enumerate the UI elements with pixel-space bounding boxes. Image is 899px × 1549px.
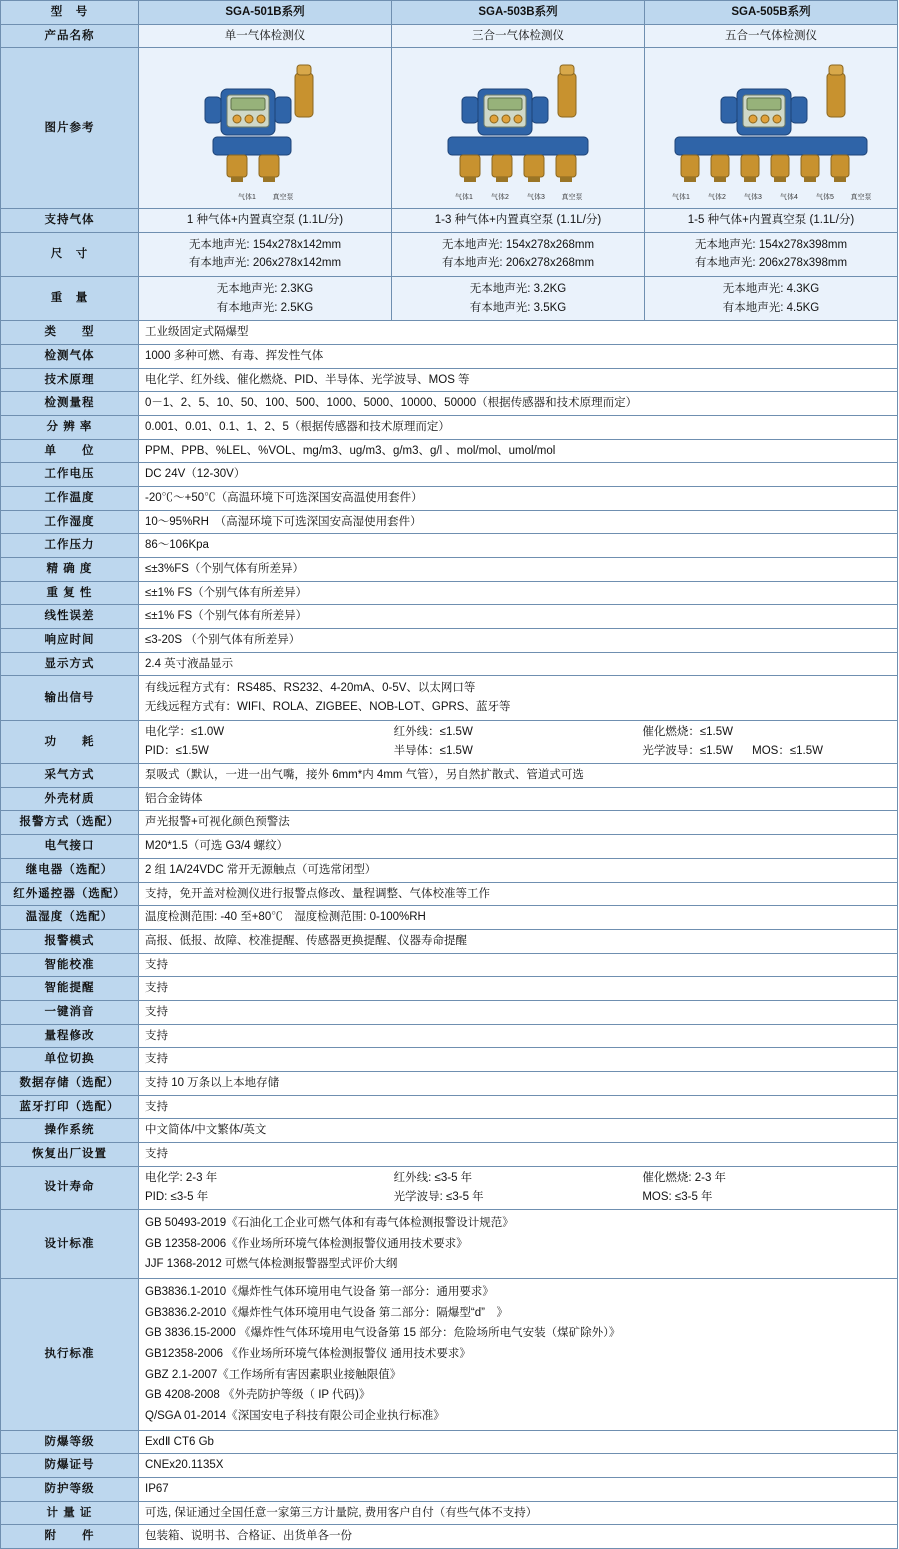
table-row-product-name [1,24,898,48]
row-value-explosion-proof-cert: CNEx20.1135X [139,1454,898,1478]
row-label-support-gas: 支持气体 [1,209,139,233]
design-standard-item-3: JJF 1368-2012 可燃气体检测报警器型式评价大纲 [145,1258,398,1271]
weight-501b [139,277,392,321]
table-row-unit-switch [1,1048,898,1072]
table-row-design-life [1,1166,898,1209]
table-row-accuracy [1,558,898,582]
table-row-metrology-cert [1,1501,898,1525]
caption-gas5: 气体5 [816,194,834,202]
weight-503b-no-alarm: 无本地声光: 3.2KG [469,283,567,296]
table-row-response-time [1,629,898,653]
product-name-501b: 单一气体检测仪 [139,24,392,48]
row-value-smart-calibration: 支持 [139,953,898,977]
exec-standard-item-7: Q/SGA 01-2014《深国安电子科技有限公司企业执行标准》 [145,1409,445,1422]
power-catalytic: 催化燃烧：≤1.5W [642,725,733,738]
exec-standard-item-6: GB 4208-2008 《外壳防护等级（ IP 代码)》 [145,1389,371,1402]
row-label-alarm-mode-option: 报警方式（选配） [1,811,139,835]
row-label-working-pressure: 工作压力 [1,534,139,558]
row-label-protection-grade: 防护等级 [1,1477,139,1501]
row-value-working-voltage: DC 24V（12-30V） [139,463,898,487]
row-label-factory-reset: 恢复出厂设置 [1,1142,139,1166]
row-label-temp-humidity: 温湿度（选配） [1,906,139,930]
table-row-repeatability [1,581,898,605]
caption-pump: 真空泵 [561,194,583,202]
table-row-power-consumption [1,720,898,763]
caption-pump: 真空泵 [272,194,294,202]
table-row-working-temperature [1,487,898,511]
row-label-operating-system: 操作系统 [1,1119,139,1143]
table-row-operating-system [1,1119,898,1143]
support-gas-505b: 1-5 种气体+内置真空泵 (1.1L/分) [645,209,898,233]
row-label-metrology-cert: 计 量 证 [1,1501,139,1525]
table-row-shell-material [1,787,898,811]
power-semiconductor: 半导体：≤1.5W [393,745,473,758]
row-value-metrology-cert: 可选, 保证通过全国任意一家第三方计量院, 费用客户自付（有些气体不支持） [139,1501,898,1525]
row-value-exec-standard [139,1278,898,1430]
row-value-detect-range: 0－1、2、5、10、50、100、500、1000、5000、10000、50000（根据传感器和技术原理而定） [139,392,898,416]
row-value-electrical-interface: M20*1.5（可选 G3/4 螺纹） [139,835,898,859]
exec-standard-item-2: GB3836.2-2010《爆炸性气体环境用电气设备 第二部分：隔爆型“d” 》 [145,1306,508,1319]
size-503b-no-alarm: 无本地声光: 154x278x268mm [441,238,595,251]
table-row-data-storage [1,1071,898,1095]
table-row-electrical-interface [1,835,898,859]
row-value-protection-grade: IP67 [139,1477,898,1501]
caption-gas2: 气体2 [708,194,726,202]
row-label-accuracy: 精 确 度 [1,558,139,582]
caption-gas3: 气体3 [744,194,762,202]
weight-503b [392,277,645,321]
table-row-detect-range [1,392,898,416]
table-row-design-standard [1,1209,898,1278]
size-501b-with-alarm: 有本地声光: 206x278x142mm [188,257,342,270]
row-value-relay: 2 组 1A/24VDC 常开无源触点（可选常闭型） [139,858,898,882]
row-value-alarm-mode: 高报、低报、故障、校准提醒、传感器更换提醒、仪器寿命提醒 [139,929,898,953]
exec-standard-item-3: GB 3836.15-2000 《爆炸性气体环境用电气设备第 15 部分：危险场所电气安装（煤矿除外）》 [145,1327,621,1340]
weight-505b-no-alarm: 无本地声光: 4.3KG [722,283,820,296]
design-standard-item-1: GB 50493-2019《石油化工企业可燃气体和有毒气体检测报警设计规范》 [145,1216,514,1229]
detector-illustration-5-gas [651,51,891,203]
support-gas-503b: 1-3 种气体+内置真空泵 (1.1L/分) [392,209,645,233]
row-label-alarm-mode: 报警模式 [1,929,139,953]
power-pid: PID：≤1.5W [145,745,209,758]
table-row-working-voltage [1,463,898,487]
weight-505b-with-alarm: 有本地声光: 4.5KG [722,301,820,314]
weight-501b-with-alarm: 有本地声光: 2.5KG [216,301,314,314]
caption-gas2: 气体2 [491,194,509,202]
row-label-product-name: 产品名称 [1,24,139,48]
table-row-support-gas [1,209,898,233]
product-name-505b: 五合一气体检测仪 [645,24,898,48]
life-pid: PID: ≤3-5 年 [145,1191,209,1204]
row-value-accessories: 包装箱、说明书、合格证、出货单各一份 [139,1525,898,1549]
row-value-response-time: ≤3-20S （个别气体有所差异） [139,629,898,653]
table-row-smart-calibration [1,953,898,977]
row-label-linearity-error: 线性误差 [1,605,139,629]
size-503b [392,232,645,276]
weight-503b-with-alarm: 有本地声光: 3.5KG [469,301,567,314]
row-value-working-humidity: 10～95%RH （高湿环境下可选深国安高湿使用套件） [139,510,898,534]
row-label-weight: 重 量 [1,277,139,321]
row-label-accessories: 附 件 [1,1525,139,1549]
row-label-working-temperature: 工作温度 [1,487,139,511]
row-value-temp-humidity: 温度检测范围: -40 至+80℃ 湿度检测范围: 0-100%RH [139,906,898,930]
table-row-protection-grade [1,1477,898,1501]
row-label-power-consumption: 功 耗 [1,720,139,763]
row-value-operating-system: 中文简体/中文繁体/英文 [139,1119,898,1143]
row-label-smart-calibration: 智能校准 [1,953,139,977]
image-captions-503b [408,193,628,203]
power-infrared: 红外线：≤1.5W [393,725,473,738]
table-row-range-modify [1,1024,898,1048]
table-row-display-mode [1,652,898,676]
table-row-model [1,1,898,25]
model-503b: SGA-503B系列 [392,1,645,25]
power-electrochemical: 电化学：≤1.0W [145,725,225,738]
row-label-ir-remote: 红外遥控器（选配） [1,882,139,906]
row-value-data-storage: 支持 10 万条以上本地存储 [139,1071,898,1095]
table-row-image-reference [1,48,898,209]
caption-gas1: 气体1 [238,194,256,202]
size-501b [139,232,392,276]
table-row-sampling-mode [1,764,898,788]
row-label-image-reference: 图片参考 [1,48,139,209]
table-row-resolution [1,416,898,440]
row-label-explosion-proof-cert: 防爆证号 [1,1454,139,1478]
device-image-503b [392,48,645,209]
row-value-working-pressure: 86～106Kpa [139,534,898,558]
row-label-size: 尺 寸 [1,232,139,276]
caption-gas1: 气体1 [672,194,690,202]
table-row-explosion-proof-grade [1,1430,898,1454]
size-505b-no-alarm: 无本地声光: 154x278x398mm [694,238,848,251]
row-label-repeatability: 重 复 性 [1,581,139,605]
table-row-temp-humidity [1,906,898,930]
caption-gas1: 气体1 [455,194,473,202]
life-infrared: 红外线: ≤3-5 年 [393,1171,473,1184]
row-label-shell-material: 外壳材质 [1,787,139,811]
table-row-tech-principle [1,368,898,392]
row-value-working-temperature: -20℃～+50℃（高温环境下可选深国安高温使用套件） [139,487,898,511]
row-value-tech-principle: 电化学、红外线、催化燃烧、PID、半导体、光学波导、MOS 等 [139,368,898,392]
row-label-one-key-mute: 一键消音 [1,1000,139,1024]
caption-gas3: 气体3 [527,194,545,202]
power-optical-waveguide-mos [642,743,891,760]
table-row-working-pressure [1,534,898,558]
table-row-smart-reminder [1,977,898,1001]
row-label-working-voltage: 工作电压 [1,463,139,487]
size-501b-no-alarm: 无本地声光: 154x278x142mm [188,238,342,251]
table-row-one-key-mute [1,1000,898,1024]
row-label-display-mode: 显示方式 [1,652,139,676]
row-label-model: 型 号 [1,1,139,25]
row-value-design-standard [139,1209,898,1278]
detector-illustration-1-gas [165,51,365,203]
life-optical-waveguide: 光学波导: ≤3-5 年 [393,1191,484,1204]
row-label-detect-range: 检测量程 [1,392,139,416]
table-row-size [1,232,898,276]
table-row-weight [1,277,898,321]
output-signal-wired: 有线远程方式有：RS485、RS232、4-20mA、0-5V、以太网口等 [145,682,476,695]
row-label-output-signal: 输出信号 [1,676,139,720]
model-501b: SGA-501B系列 [139,1,392,25]
row-value-shell-material: 铝合金铸体 [139,787,898,811]
row-value-sampling-mode: 泵吸式（默认，一进一出气嘴，接外 6mm*内 4mm 气管），另自然扩散式、管道式可选 [139,764,898,788]
table-row-alarm-mode-option [1,811,898,835]
row-value-design-life [139,1166,898,1209]
row-value-one-key-mute: 支持 [139,1000,898,1024]
row-label-detect-gas: 检测气体 [1,345,139,369]
row-label-tech-principle: 技术原理 [1,368,139,392]
row-label-smart-reminder: 智能提醒 [1,977,139,1001]
power-mos: MOS：≤1.5W [752,745,824,758]
row-value-range-modify: 支持 [139,1024,898,1048]
device-image-505b [645,48,898,209]
row-label-design-life: 设计寿命 [1,1166,139,1209]
row-value-linearity-error: ≤±1% FS（个别气体有所差异） [139,605,898,629]
row-value-explosion-proof-grade: ExdⅡ CT6 Gb [139,1430,898,1454]
row-value-bluetooth-print: 支持 [139,1095,898,1119]
device-image-501b [139,48,392,209]
caption-gas4: 气体4 [780,194,798,202]
row-label-range-modify: 量程修改 [1,1024,139,1048]
row-value-output-signal [139,676,898,720]
size-505b-with-alarm: 有本地声光: 206x278x398mm [694,257,848,270]
life-mos: MOS: ≤3-5 年 [642,1191,713,1204]
table-row-factory-reset [1,1142,898,1166]
row-value-unit: PPM、PPB、%LEL、%VOL、mg/m3、ug/m3、g/m3、g/l 、mol/mol、umol/mol [139,439,898,463]
exec-standard-item-5: GBZ 2.1-2007《工作场所有害因素职业接触限值》 [145,1368,402,1381]
row-value-power-consumption [139,720,898,763]
row-label-data-storage: 数据存储（选配） [1,1071,139,1095]
table-row-type [1,321,898,345]
row-value-detect-gas: 1000 多种可燃、有毒、挥发性气体 [139,345,898,369]
row-value-resolution: 0.001、0.01、0.1、1、2、5（根据传感器和技术原理而定） [139,416,898,440]
row-value-ir-remote: 支持，免开盖对检测仪进行报警点修改、量程调整、气体校准等工作 [139,882,898,906]
row-label-bluetooth-print: 蓝牙打印（选配） [1,1095,139,1119]
exec-standard-item-4: GB12358-2006 《作业场所环境气体检测报警仪 通用技术要求》 [145,1347,471,1360]
row-label-explosion-proof-grade: 防爆等级 [1,1430,139,1454]
image-captions-505b [651,193,891,203]
row-label-electrical-interface: 电气接口 [1,835,139,859]
table-row-unit [1,439,898,463]
caption-pump: 真空泵 [850,194,872,202]
row-label-working-humidity: 工作湿度 [1,510,139,534]
table-row-exec-standard [1,1278,898,1430]
row-value-alarm-mode-option: 声光报警+可视化颜色预警法 [139,811,898,835]
row-value-accuracy: ≤±3%FS（个别气体有所差异） [139,558,898,582]
table-row-explosion-proof-cert [1,1454,898,1478]
table-row-bluetooth-print [1,1095,898,1119]
support-gas-501b: 1 种气体+内置真空泵 (1.1L/分) [139,209,392,233]
model-505b: SGA-505B系列 [645,1,898,25]
size-505b [645,232,898,276]
row-label-response-time: 响应时间 [1,629,139,653]
table-row-working-humidity [1,510,898,534]
life-electrochemical: 电化学: 2-3 年 [145,1171,218,1184]
row-label-resolution: 分 辨 率 [1,416,139,440]
output-signal-wireless: 无线远程方式有：WIFI、ROLA、ZIGBEE、NOB-LOT、GPRS、蓝牙等 [145,701,511,714]
image-captions-501b [165,193,365,203]
row-label-relay: 继电器（选配） [1,858,139,882]
row-label-unit-switch: 单位切换 [1,1048,139,1072]
life-catalytic: 催化燃烧: 2-3 年 [642,1171,727,1184]
exec-standard-item-1: GB3836.1-2010《爆炸性气体环境用电气设备 第一部分：通用要求》 [145,1285,494,1298]
row-value-repeatability: ≤±1% FS（个别气体有所差异） [139,581,898,605]
row-value-smart-reminder: 支持 [139,977,898,1001]
design-standard-item-2: GB 12358-2006《作业场所环境气体检测报警仪通用技术要求》 [145,1237,468,1250]
row-label-design-standard: 设计标准 [1,1209,139,1278]
row-value-unit-switch: 支持 [139,1048,898,1072]
row-label-sampling-mode: 采气方式 [1,764,139,788]
row-value-factory-reset: 支持 [139,1142,898,1166]
weight-501b-no-alarm: 无本地声光: 2.3KG [216,283,314,296]
detector-illustration-3-gas [408,51,628,203]
row-value-type: 工业级固定式隔爆型 [139,321,898,345]
product-name-503b: 三合一气体检测仪 [392,24,645,48]
row-label-type: 类 型 [1,321,139,345]
power-optical-waveguide: 光学波导：≤1.5W [642,745,733,758]
row-value-display-mode: 2.4 英寸液晶显示 [139,652,898,676]
table-row-detect-gas [1,345,898,369]
table-row-linearity-error [1,605,898,629]
row-label-unit: 单 位 [1,439,139,463]
table-row-alarm-mode [1,929,898,953]
table-row-relay [1,858,898,882]
size-503b-with-alarm: 有本地声光: 206x278x268mm [441,257,595,270]
weight-505b [645,277,898,321]
table-row-output-signal [1,676,898,720]
row-label-exec-standard: 执行标准 [1,1278,139,1430]
table-row-accessories [1,1525,898,1549]
table-row-ir-remote [1,882,898,906]
